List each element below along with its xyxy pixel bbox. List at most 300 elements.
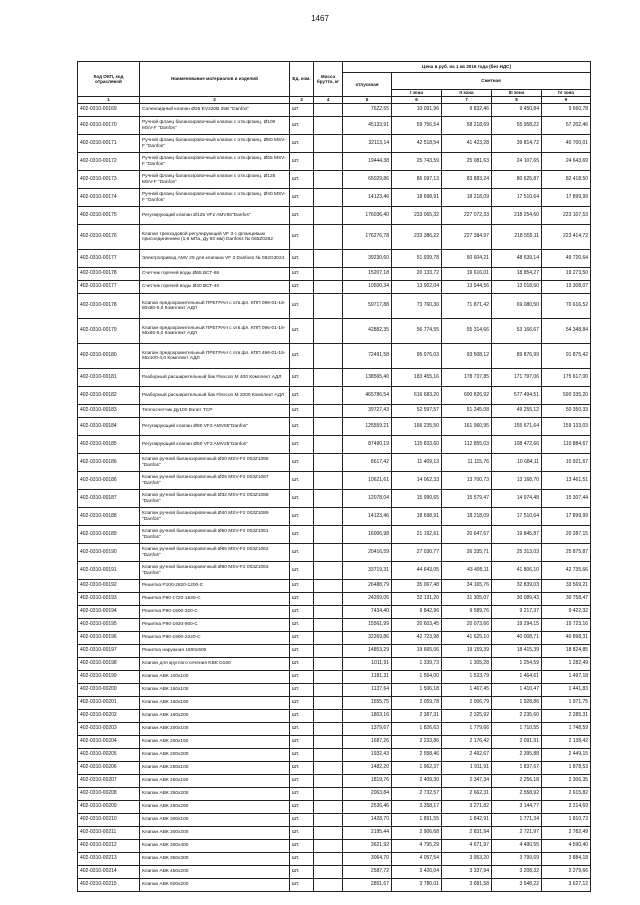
row-name: Клапан АВК 350х300 — [140, 853, 290, 866]
row-zone3-price: 14 974,48 — [492, 490, 542, 508]
row-zone4-price: 18 824,85 — [542, 645, 591, 658]
row-release-price: 1932,43 — [343, 749, 392, 762]
header-code: Код ОКП, код отраслевой — [78, 62, 140, 97]
row-release-price: 1803,16 — [343, 710, 392, 723]
row-mass — [314, 775, 343, 788]
row-zone1-price: 27 030,77 — [392, 544, 442, 562]
row-code: 402-0310-00203 — [78, 723, 140, 736]
row-zone2-price: 34 165,76 — [442, 580, 492, 593]
row-code: 402-0310-00209 — [78, 801, 140, 814]
row-unit: шт. — [290, 281, 314, 294]
row-mass — [314, 281, 343, 294]
row-release-price: 59717,88 — [343, 294, 392, 319]
row-unit: шт. — [290, 814, 314, 827]
table-row — [78, 619, 591, 632]
row-release-price: 1181,31 — [343, 671, 392, 684]
table-row — [78, 879, 591, 892]
row-code: 402-0310-00180 — [78, 344, 140, 369]
row-name: Клапан АВК 200х150 — [140, 736, 290, 749]
table-row — [78, 814, 591, 827]
row-code: 402-0310-00179 — [78, 319, 140, 344]
row-unit: шт. — [290, 405, 314, 418]
row-name: Решетка Р100-2820-1200-С — [140, 580, 290, 593]
row-zone2-price: 15 579,47 — [442, 490, 492, 508]
row-release-price: 2195,44 — [343, 827, 392, 840]
row-zone2-price: 19 159,39 — [442, 645, 492, 658]
row-code: 402-0310-00174 — [78, 189, 140, 207]
row-code: 402-0310-00197 — [78, 645, 140, 658]
row-zone1-price: 35 067,48 — [392, 580, 442, 593]
table-row — [78, 632, 591, 645]
table-row — [78, 723, 591, 736]
row-unit: шт. — [290, 710, 314, 723]
row-unit: шт. — [290, 436, 314, 454]
row-unit: шт. — [290, 562, 314, 580]
row-name: Клапан АВК 200х100 — [140, 723, 290, 736]
row-code: 402-0310-00170 — [78, 117, 140, 135]
price-table — [77, 61, 591, 892]
row-zone3-price: 25 313,03 — [492, 544, 542, 562]
row-code: 402-0310-00186 — [78, 454, 140, 472]
row-mass — [314, 684, 343, 697]
row-zone4-price: 9 422,32 — [542, 606, 591, 619]
row-mass — [314, 189, 343, 207]
row-zone3-price: 17 510,64 — [492, 508, 542, 526]
row-unit: шт. — [290, 294, 314, 319]
row-name: Клапан АВК 150х100 — [140, 684, 290, 697]
row-zone2-price: 3 953,20 — [442, 853, 492, 866]
row-zone1-price: 115 833,60 — [392, 436, 442, 454]
row-zone4-price: 9 660,78 — [542, 104, 591, 117]
header-zone3: III зона — [492, 90, 542, 97]
row-unit: шт. — [290, 606, 314, 619]
row-code: 402-0310-00176 — [78, 225, 140, 250]
row-zone4-price: 50 350,33 — [542, 405, 591, 418]
row-zone2-price: 9 589,76 — [442, 606, 492, 619]
row-mass — [314, 697, 343, 710]
row-zone3-price: 17 510,64 — [492, 189, 542, 207]
row-name: Клапан АВК 500х200 — [140, 879, 290, 892]
row-code: 402-0310-00184 — [78, 418, 140, 436]
row-mass — [314, 508, 343, 526]
row-zone1-price: 18 698,91 — [392, 508, 442, 526]
row-zone1-price: 86 097,13 — [392, 171, 442, 189]
row-zone4-price: 2 782,49 — [542, 827, 591, 840]
row-code: 402-0310-00200 — [78, 684, 140, 697]
row-zone2-price: 71 871,42 — [442, 294, 492, 319]
row-zone1-price: 11 409,13 — [392, 454, 442, 472]
row-unit: шт. — [290, 853, 314, 866]
row-code: 402-0310-00213 — [78, 853, 140, 866]
row-name: Клапан АВК 250х200 — [140, 788, 290, 801]
row-name: Решетка наружная 1800х500 — [140, 645, 290, 658]
row-zone2-price: 227 072,33 — [442, 207, 492, 225]
row-unit: шт. — [290, 171, 314, 189]
row-zone2-price: 4 671,97 — [442, 840, 492, 853]
row-zone3-price: 108 472,66 — [492, 436, 542, 454]
row-zone3-price: 3 548,22 — [492, 879, 542, 892]
column-number: 6 — [392, 97, 442, 104]
row-release-price: 87490,19 — [343, 436, 392, 454]
row-release-price: 12078,04 — [343, 490, 392, 508]
row-zone2-price: 112 855,03 — [442, 436, 492, 454]
table-row — [78, 710, 591, 723]
row-zone2-price: 11 115,76 — [442, 454, 492, 472]
row-mass — [314, 526, 343, 544]
table-row — [78, 801, 591, 814]
column-number: 8 — [492, 97, 542, 104]
row-release-price: 14123,46 — [343, 189, 392, 207]
row-code: 402-0310-00191 — [78, 562, 140, 580]
row-zone2-price: 31 305,07 — [442, 593, 492, 606]
column-number: 7 — [442, 97, 492, 104]
table-row — [78, 294, 591, 319]
row-release-price: 15561,99 — [343, 619, 392, 632]
row-zone4-price: 175 617,00 — [542, 369, 591, 387]
row-unit: шт. — [290, 697, 314, 710]
row-code: 402-0310-00181 — [78, 369, 140, 387]
row-name: Ручной фланц балансировочный клапан с отв.фланц. Ø100 MSV-F "Danfos" — [140, 117, 290, 135]
table-row — [78, 135, 591, 153]
column-number: 9 — [542, 97, 591, 104]
table-row — [78, 225, 591, 250]
table-row — [78, 436, 591, 454]
row-mass — [314, 762, 343, 775]
row-zone1-price: 19 665,06 — [392, 645, 442, 658]
row-release-price: 1137,64 — [343, 684, 392, 697]
row-zone3-price: 55 958,22 — [492, 117, 542, 135]
row-mass — [314, 801, 343, 814]
row-unit: шт. — [290, 840, 314, 853]
table-row — [78, 544, 591, 562]
row-unit: шт. — [290, 749, 314, 762]
header-name: Наименование материалов и изделий — [140, 62, 290, 97]
row-mass — [314, 117, 343, 135]
row-zone2-price: 9 832,46 — [442, 104, 492, 117]
row-unit: шт. — [290, 762, 314, 775]
row-mass — [314, 544, 343, 562]
table-row — [78, 775, 591, 788]
header-unit: Ед. изм. — [290, 62, 314, 97]
row-zone4-price: 2 285,31 — [542, 710, 591, 723]
table-row — [78, 189, 591, 207]
row-unit: шт. — [290, 387, 314, 405]
row-code: 402-0310-00178 — [78, 294, 140, 319]
table-row — [78, 827, 591, 840]
row-release-price: 176276,78 — [343, 225, 392, 250]
row-zone1-price: 20 133,72 — [392, 268, 442, 281]
row-zone3-price: 30 089,43 — [492, 593, 542, 606]
row-zone1-price: 59 756,54 — [392, 117, 442, 135]
row-zone3-price: 2 721,97 — [492, 827, 542, 840]
row-zone3-price: 18 415,39 — [492, 645, 542, 658]
row-unit: шт. — [290, 645, 314, 658]
row-name: Клапан АВК 300х200 — [140, 827, 290, 840]
row-release-price: 10621,61 — [343, 472, 392, 490]
row-zone4-price: 42 735,66 — [542, 562, 591, 580]
row-zone3-price: 80 625,87 — [492, 171, 542, 189]
row-mass — [314, 171, 343, 189]
row-release-price: 1011,91 — [343, 658, 392, 671]
header-zone1: I зона — [392, 90, 442, 97]
table-row — [78, 749, 591, 762]
row-zone3-price: 2 256,18 — [492, 775, 542, 788]
row-zone1-price: 2 059,78 — [392, 697, 442, 710]
row-name: Клапан ручной балансировочный Ø80 MSV-F2 003Z1063 "Danfos" — [140, 562, 290, 580]
row-code: 402-0310-00192 — [78, 580, 140, 593]
row-zone4-price: 1 282,49 — [542, 658, 591, 671]
row-zone1-price: 51 939,78 — [392, 250, 442, 268]
header-mass: Масса брутто, кг — [314, 62, 343, 97]
row-zone2-price: 83 883,24 — [442, 171, 492, 189]
row-zone4-price: 10 921,67 — [542, 454, 591, 472]
row-code: 402-0310-00199 — [78, 671, 140, 684]
row-zone3-price: 1 254,59 — [492, 658, 542, 671]
row-name: Клапан для круглого сечения KBK D160 — [140, 658, 290, 671]
row-code: 402-0310-00193 — [78, 593, 140, 606]
row-unit: шт. — [290, 593, 314, 606]
row-zone3-price: 577 494,51 — [492, 387, 542, 405]
header-estimate: Сметная — [392, 73, 591, 90]
row-zone4-price: 19 273,50 — [542, 268, 591, 281]
row-zone2-price: 1 523,79 — [442, 671, 492, 684]
row-name: Ручной фланц балансировочный клапан с отв.фланц. Ø125 MSV-F "Danfos" — [140, 171, 290, 189]
table-row — [78, 580, 591, 593]
row-zone3-price: 13 168,70 — [492, 472, 542, 490]
column-number: 4 — [314, 97, 343, 104]
row-zone1-price: 1 891,55 — [392, 814, 442, 827]
row-unit: шт. — [290, 135, 314, 153]
table-row — [78, 104, 591, 117]
row-name: Клапан АВК 300х100 — [140, 814, 290, 827]
row-name: Клапан АВК 150х200 — [140, 710, 290, 723]
row-zone3-price: 48 639,14 — [492, 250, 542, 268]
row-zone3-price: 1 410,47 — [492, 684, 542, 697]
row-code: 402-0310-00196 — [78, 632, 140, 645]
row-zone2-price: 3 337,94 — [442, 866, 492, 879]
row-zone3-price: 40 008,71 — [492, 632, 542, 645]
row-release-price: 2851,67 — [343, 879, 392, 892]
row-code: 402-0310-00178 — [78, 268, 140, 281]
row-unit: шт — [290, 104, 314, 117]
row-zone4-price: 82 418,50 — [542, 171, 591, 189]
row-mass — [314, 645, 343, 658]
row-code: 402-0310-00173 — [78, 171, 140, 189]
row-zone4-price: 1 497,18 — [542, 671, 591, 684]
row-zone4-price: 3 279,66 — [542, 866, 591, 879]
row-unit: шт. — [290, 801, 314, 814]
table-row — [78, 736, 591, 749]
row-zone3-price: 3 208,32 — [492, 866, 542, 879]
row-release-price: 1819,76 — [343, 775, 392, 788]
row-mass — [314, 472, 343, 490]
row-zone3-price: 9 450,84 — [492, 104, 542, 117]
row-name: Счетчик горячей воды Ø40 ВСТ-40 — [140, 281, 290, 294]
row-zone4-price: 17 899,99 — [542, 189, 591, 207]
row-release-price: 2063,84 — [343, 788, 392, 801]
row-zone4-price: 70 616,52 — [542, 294, 591, 319]
table-row — [78, 369, 591, 387]
row-zone4-price: 49 720,64 — [542, 250, 591, 268]
row-zone1-price: 25 743,59 — [392, 153, 442, 171]
row-mass — [314, 418, 343, 436]
row-mass — [314, 749, 343, 762]
row-zone1-price: 3 426,04 — [392, 866, 442, 879]
row-release-price: 14853,29 — [343, 645, 392, 658]
row-unit: шт. — [290, 658, 314, 671]
row-zone1-price: 13 902,04 — [392, 281, 442, 294]
row-zone2-price: 2 831,94 — [442, 827, 492, 840]
row-zone1-price: 3 780,01 — [392, 879, 442, 892]
row-zone1-price: 2 732,57 — [392, 788, 442, 801]
row-zone1-price: 166 235,50 — [392, 418, 442, 436]
row-zone2-price: 51 245,08 — [442, 405, 492, 418]
row-name: Клапан ручной балансировочный Ø25 MSV-F2 003Z1087 "Danfos" — [140, 472, 290, 490]
row-zone2-price: 13 544,56 — [442, 281, 492, 294]
row-mass — [314, 153, 343, 171]
row-zone3-price: 4 490,55 — [492, 840, 542, 853]
table-row — [78, 526, 591, 544]
row-zone1-price: 32 131,20 — [392, 593, 442, 606]
row-code: 402-0310-00198 — [78, 658, 140, 671]
row-release-price: 7434,40 — [343, 606, 392, 619]
row-zone4-price: 40 898,31 — [542, 632, 591, 645]
row-release-price: 8617,42 — [343, 454, 392, 472]
row-zone4-price: 57 202,46 — [542, 117, 591, 135]
row-mass — [314, 319, 343, 344]
table-row — [78, 840, 591, 853]
row-zone4-price: 2 449,15 — [542, 749, 591, 762]
row-mass — [314, 454, 343, 472]
row-zone4-price: 24 643,69 — [542, 153, 591, 171]
row-unit: шт. — [290, 879, 314, 892]
row-release-price: 65029,86 — [343, 171, 392, 189]
row-zone4-price: 223 414,72 — [542, 225, 591, 250]
row-unit: шт. — [290, 418, 314, 436]
row-zone4-price: 40 700,01 — [542, 135, 591, 153]
row-zone3-price: 39 814,72 — [492, 135, 542, 153]
row-zone1-price: 56 774,55 — [392, 319, 442, 344]
row-name: Клапан ручной балансировочный Ø50 MSV-F2 003Z1061 "Danfos" — [140, 526, 290, 544]
row-zone3-price: 32 839,03 — [492, 580, 542, 593]
row-zone2-price: 58 218,69 — [442, 117, 492, 135]
table-row — [78, 658, 591, 671]
table-row — [78, 508, 591, 526]
row-mass — [314, 405, 343, 418]
row-zone2-price: 19 616,01 — [442, 268, 492, 281]
row-name: Ручной фланц балансировочный клапан с отв.фланц. Ø80 MSV-F "Danfos" — [140, 135, 290, 153]
row-zone4-price: 1 748,59 — [542, 723, 591, 736]
row-unit: шт. — [290, 189, 314, 207]
row-name: Теплосчетчик Ду100 Взлет ТСР — [140, 405, 290, 418]
row-zone1-price: 15 990,65 — [392, 490, 442, 508]
row-name: Ручной фланц балансировочный клапан с отв.фланц. Ø40 MSV-F "Danfos" — [140, 189, 290, 207]
row-zone3-price: 41 806,10 — [492, 562, 542, 580]
row-name: Клапан ручной балансировочный Ø20 MSV-F2 003Z1085 "Danfos" — [140, 454, 290, 472]
row-code: 402-0310-00206 — [78, 762, 140, 775]
row-zone4-price: 1 810,73 — [542, 814, 591, 827]
table-row — [78, 671, 591, 684]
table-row — [78, 490, 591, 508]
table-row — [78, 418, 591, 436]
row-zone1-price: 20 603,45 — [392, 619, 442, 632]
row-name: Клапан предохранительный ПРЕГРАН с отв.фл. КПП 496-01-16-65х100-4,0 Комплект АДЛ — [140, 344, 290, 369]
row-name: Клапан АВК 250х100 — [140, 762, 290, 775]
row-unit: шт. — [290, 684, 314, 697]
row-unit: шт. — [290, 580, 314, 593]
row-zone2-price: 2 325,92 — [442, 710, 492, 723]
table-row — [78, 207, 591, 225]
column-number: 5 — [343, 97, 392, 104]
row-name: Клапан АВК 150х150 — [140, 697, 290, 710]
row-zone2-price: 178 737,85 — [442, 369, 492, 387]
row-name: Разборный расширительный бак Flexcon M 2000 Комплект АДЛ — [140, 387, 290, 405]
row-mass — [314, 827, 343, 840]
row-zone2-price: 161 960,95 — [442, 418, 492, 436]
row-mass — [314, 879, 343, 892]
row-code: 402-0310-00208 — [78, 788, 140, 801]
row-zone4-price: 110 884,67 — [542, 436, 591, 454]
row-zone2-price: 41 625,10 — [442, 632, 492, 645]
row-mass — [314, 853, 343, 866]
row-code: 402-0310-00177 — [78, 281, 140, 294]
row-code: 402-0310-00177 — [78, 250, 140, 268]
row-code: 402-0310-00195 — [78, 619, 140, 632]
column-number: 2 — [140, 97, 290, 104]
row-mass — [314, 104, 343, 117]
row-zone4-price: 2 615,82 — [542, 788, 591, 801]
row-name: Клапан ручной балансировочный Ø40 MSV-F2 003Z1089 "Danfos" — [140, 508, 290, 526]
row-name: Клапан АВК 100х100 — [140, 671, 290, 684]
row-release-price: 15207,18 — [343, 268, 392, 281]
row-zone2-price: 25 081,63 — [442, 153, 492, 171]
row-mass — [314, 436, 343, 454]
row-release-price: 3064,70 — [343, 853, 392, 866]
row-zone1-price: 14 062,33 — [392, 472, 442, 490]
row-release-price: 19444,38 — [343, 153, 392, 171]
row-code: 402-0310-00212 — [78, 840, 140, 853]
row-mass — [314, 344, 343, 369]
row-zone2-price: 2 347,34 — [442, 775, 492, 788]
row-zone4-price: 25 875,87 — [542, 544, 591, 562]
row-zone2-price: 20 073,66 — [442, 619, 492, 632]
table-row — [78, 268, 591, 281]
row-mass — [314, 671, 343, 684]
row-unit: шт. — [290, 225, 314, 250]
row-zone1-price: 2 558,46 — [392, 749, 442, 762]
row-unit: шт. — [290, 454, 314, 472]
row-zone4-price: 2 306,35 — [542, 775, 591, 788]
row-unit: шт. — [290, 544, 314, 562]
row-mass — [314, 268, 343, 281]
row-mass — [314, 250, 343, 268]
row-zone4-price: 223 107,53 — [542, 207, 591, 225]
row-zone1-price: 2 233,86 — [392, 736, 442, 749]
row-code: 402-0310-00183 — [78, 405, 140, 418]
row-code: 402-0310-00204 — [78, 736, 140, 749]
row-release-price: 32269,86 — [343, 632, 392, 645]
row-release-price: 125559,21 — [343, 418, 392, 436]
row-zone4-price: 33 569,21 — [542, 580, 591, 593]
row-unit: шт. — [290, 526, 314, 544]
row-release-price: 465786,54 — [343, 387, 392, 405]
row-zone4-price: 13 461,51 — [542, 472, 591, 490]
row-zone3-price: 155 671,64 — [492, 418, 542, 436]
row-zone3-price: 53 166,67 — [492, 319, 542, 344]
table-row — [78, 645, 591, 658]
row-unit: шт. — [290, 736, 314, 749]
row-zone4-price: 1 878,53 — [542, 762, 591, 775]
